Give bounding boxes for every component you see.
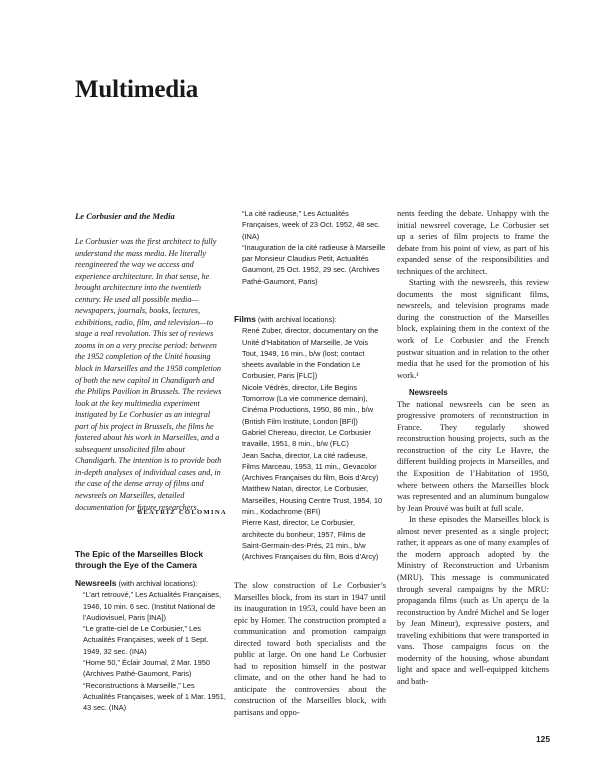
list-item: Matthew Natan, director, Le Corbusier, Marseilles, Housing Centre Trust, 1954, 10 min., Kodachrome (BFI): [242, 484, 383, 517]
body-paragraph: Starting with the newsreels, this review documents the most significant films, newsreels, and television programs made during the construction of the Marseilles block, explaining them in the context of the work of Le Corbusier and the French postwar situation and in relation to the other media that he used for the promotion of his work.¹: [397, 278, 549, 380]
article-intro: Le Corbusier was the first architect to fully understand the mass media. He literally reengineered the way we access and experience architecture. In that sense, he brought architecture into the twentieth century. He used all possible media—newspapers, journals, books, lectures, exhibitions, radio, film, and television—to stage a real revolution. This set of reviews zooms in on a very precise period: between the 1952 completion of the Unité housing block in Marseilles and the 1958 completion of both the new capitol in Chandigarh and the Philips Pavilion in Brussels. The reviews look at the key multimedia experiment instigated by Le Corbusier as an integral part of his project in Brussels, the films he fostered about his work in Marseilles, and a subsequent unsolicited film about Chandigarh. The intention is to provide both in-depth analyses of individual cases and, in the case of the dense array of films and newsreels on Marseilles, detailed documentation for future researchers.: [75, 237, 222, 512]
list-item: Nicole Védrès, director, Life Begins Tomorrow (La vie commence demain), Cinéma Productions, 1950, 86 min., b/w (British Film Institute, London [BFI]): [242, 382, 374, 426]
list-item: René Zuber, director, documentary on the Unité d’Habitation of Marseille, Je Vois Tout, 1949, 16 min., b/w (lost; contact sheets available in the Fondation Le Corbusier, Paris [FLC]): [242, 326, 379, 381]
films-note: (with archival locations):: [255, 315, 337, 324]
page-title: Multimedia: [75, 76, 198, 103]
list-item: Jean Sacha, director, La cité radieuse, Films Marceau, 1953, 11 min., Gevacolor (Archives Françaises du film, Bois d’Arcy): [242, 450, 379, 483]
review-heading-line2: through the Eye of the Camera: [75, 560, 197, 570]
review-heading: [75, 549, 230, 571]
body-col3: [397, 208, 549, 687]
newsreels-note: (with archival locations):: [116, 579, 198, 588]
list-item: “L’art retrouvé,” Les Actualités Françaises, 1946, 10 min. 6 sec. (Institut National de l’Audiovisuel, Paris [INA]): [83, 590, 222, 622]
list-item: “Reconstructions à Marseille,” Les Actualités Françaises, week of 1 Mar. 1951, 43 sec. (INA): [83, 680, 226, 713]
films-lead: Films: [234, 314, 256, 324]
body-paragraph: In these episodes the Marseilles block is almost never presented as a single project; rather, it appears as one of many examples of the modern approach adopted by the Ministry of Reconstruction and Urbanism (MRU). This message is communicated through several campaigns by the MRU: propaganda films (such as Un aperçu de la reconstruction by André Michel and Se loger by Jean Mineur), expressive posters, and traveling exhibitions that were transported in vans. Those campaigns focus on the modernity of the housing, whose abundant light and space and well-equipped kitchens and bath-: [397, 515, 549, 686]
newsreels-subhead: Newsreels: [409, 388, 448, 398]
list-item: “Inauguration de la cité radieuse à Marseille par Monsieur Claudius Petit, Actualités Gaumont, 25 Oct. 1952, 29 sec. (Archives Pathé-Gaumont, Paris): [242, 242, 386, 286]
list-item: “Le gratte-ciel de Le Corbusier,” Les Actualités Françaises, week of 1 Sept. 1949, 32 sec. (INA): [83, 624, 209, 656]
newsreels-list-col2: [234, 208, 386, 287]
list-item: Gabriel Chereau, director, Le Corbusier travaille, 1951, 8 min., b/w (FLC): [242, 427, 371, 449]
list-item: “La cité radieuse,” Les Actualités Françaises, week of 23 Oct. 1952, 48 sec. (INA): [242, 209, 381, 241]
newsreels-list-col1: [75, 578, 227, 714]
newsreels-heading: [75, 578, 227, 589]
newsreels-lead: Newsreels: [75, 578, 117, 588]
body-paragraph: The slow construction of Le Corbusier’s Marseilles block, from its start in 1947 until its inauguration in 1953, could have been an epic by Homer. The construction prompted a communication and promotion campaign directed toward both specialists and the public at large. On one hand Le Corbusier had to reposition himself in the postwar climate, and on the other hand he had to anticipate the controversies about the construction of the Marseilles block, with partisans and oppo-: [234, 581, 386, 718]
body-paragraph: nents feeding the debate. Unhappy with the initial newsreel coverage, Le Corbusier set up a series of film projects to frame the debate from his point of view, as part of his expanded sense of the responsibilities and techniques of the architect.: [397, 209, 549, 276]
byline: BEATRIZ COLOMINA: [137, 509, 227, 516]
page-number: 125: [536, 734, 550, 744]
list-item: Pierre Kast, director, Le Corbusier, architecte du bonheur, 1957, Films de Saint-Germain-des-Prés, 21 min., b/w (Archives Françaises du film, Bois d’Arcy): [242, 518, 379, 562]
list-item: “Home 50,” Éclair Journal, 2 Mar. 1950 (Archives Pathé-Gaumont, Paris): [83, 658, 210, 679]
article-heading: Le Corbusier and the Media: [75, 211, 175, 221]
body-paragraph: The national newsreels can be seen as progressive promoters of reconstruction in France. They regularly showed reconstruction housing projects, such as the reconstruction of the city Le Havre, the different building projects in Marseilles, and the Exposition de l’Habitation of 1950, where between others the Marseilles block was represented and an aluminum bungalow by Jean Prouvé was built at full scale.: [397, 399, 549, 513]
films-list: [234, 314, 386, 563]
body-col2: [234, 580, 386, 719]
films-heading: [234, 314, 386, 325]
review-heading-line1: The Epic of the Marseilles Block: [75, 549, 203, 559]
